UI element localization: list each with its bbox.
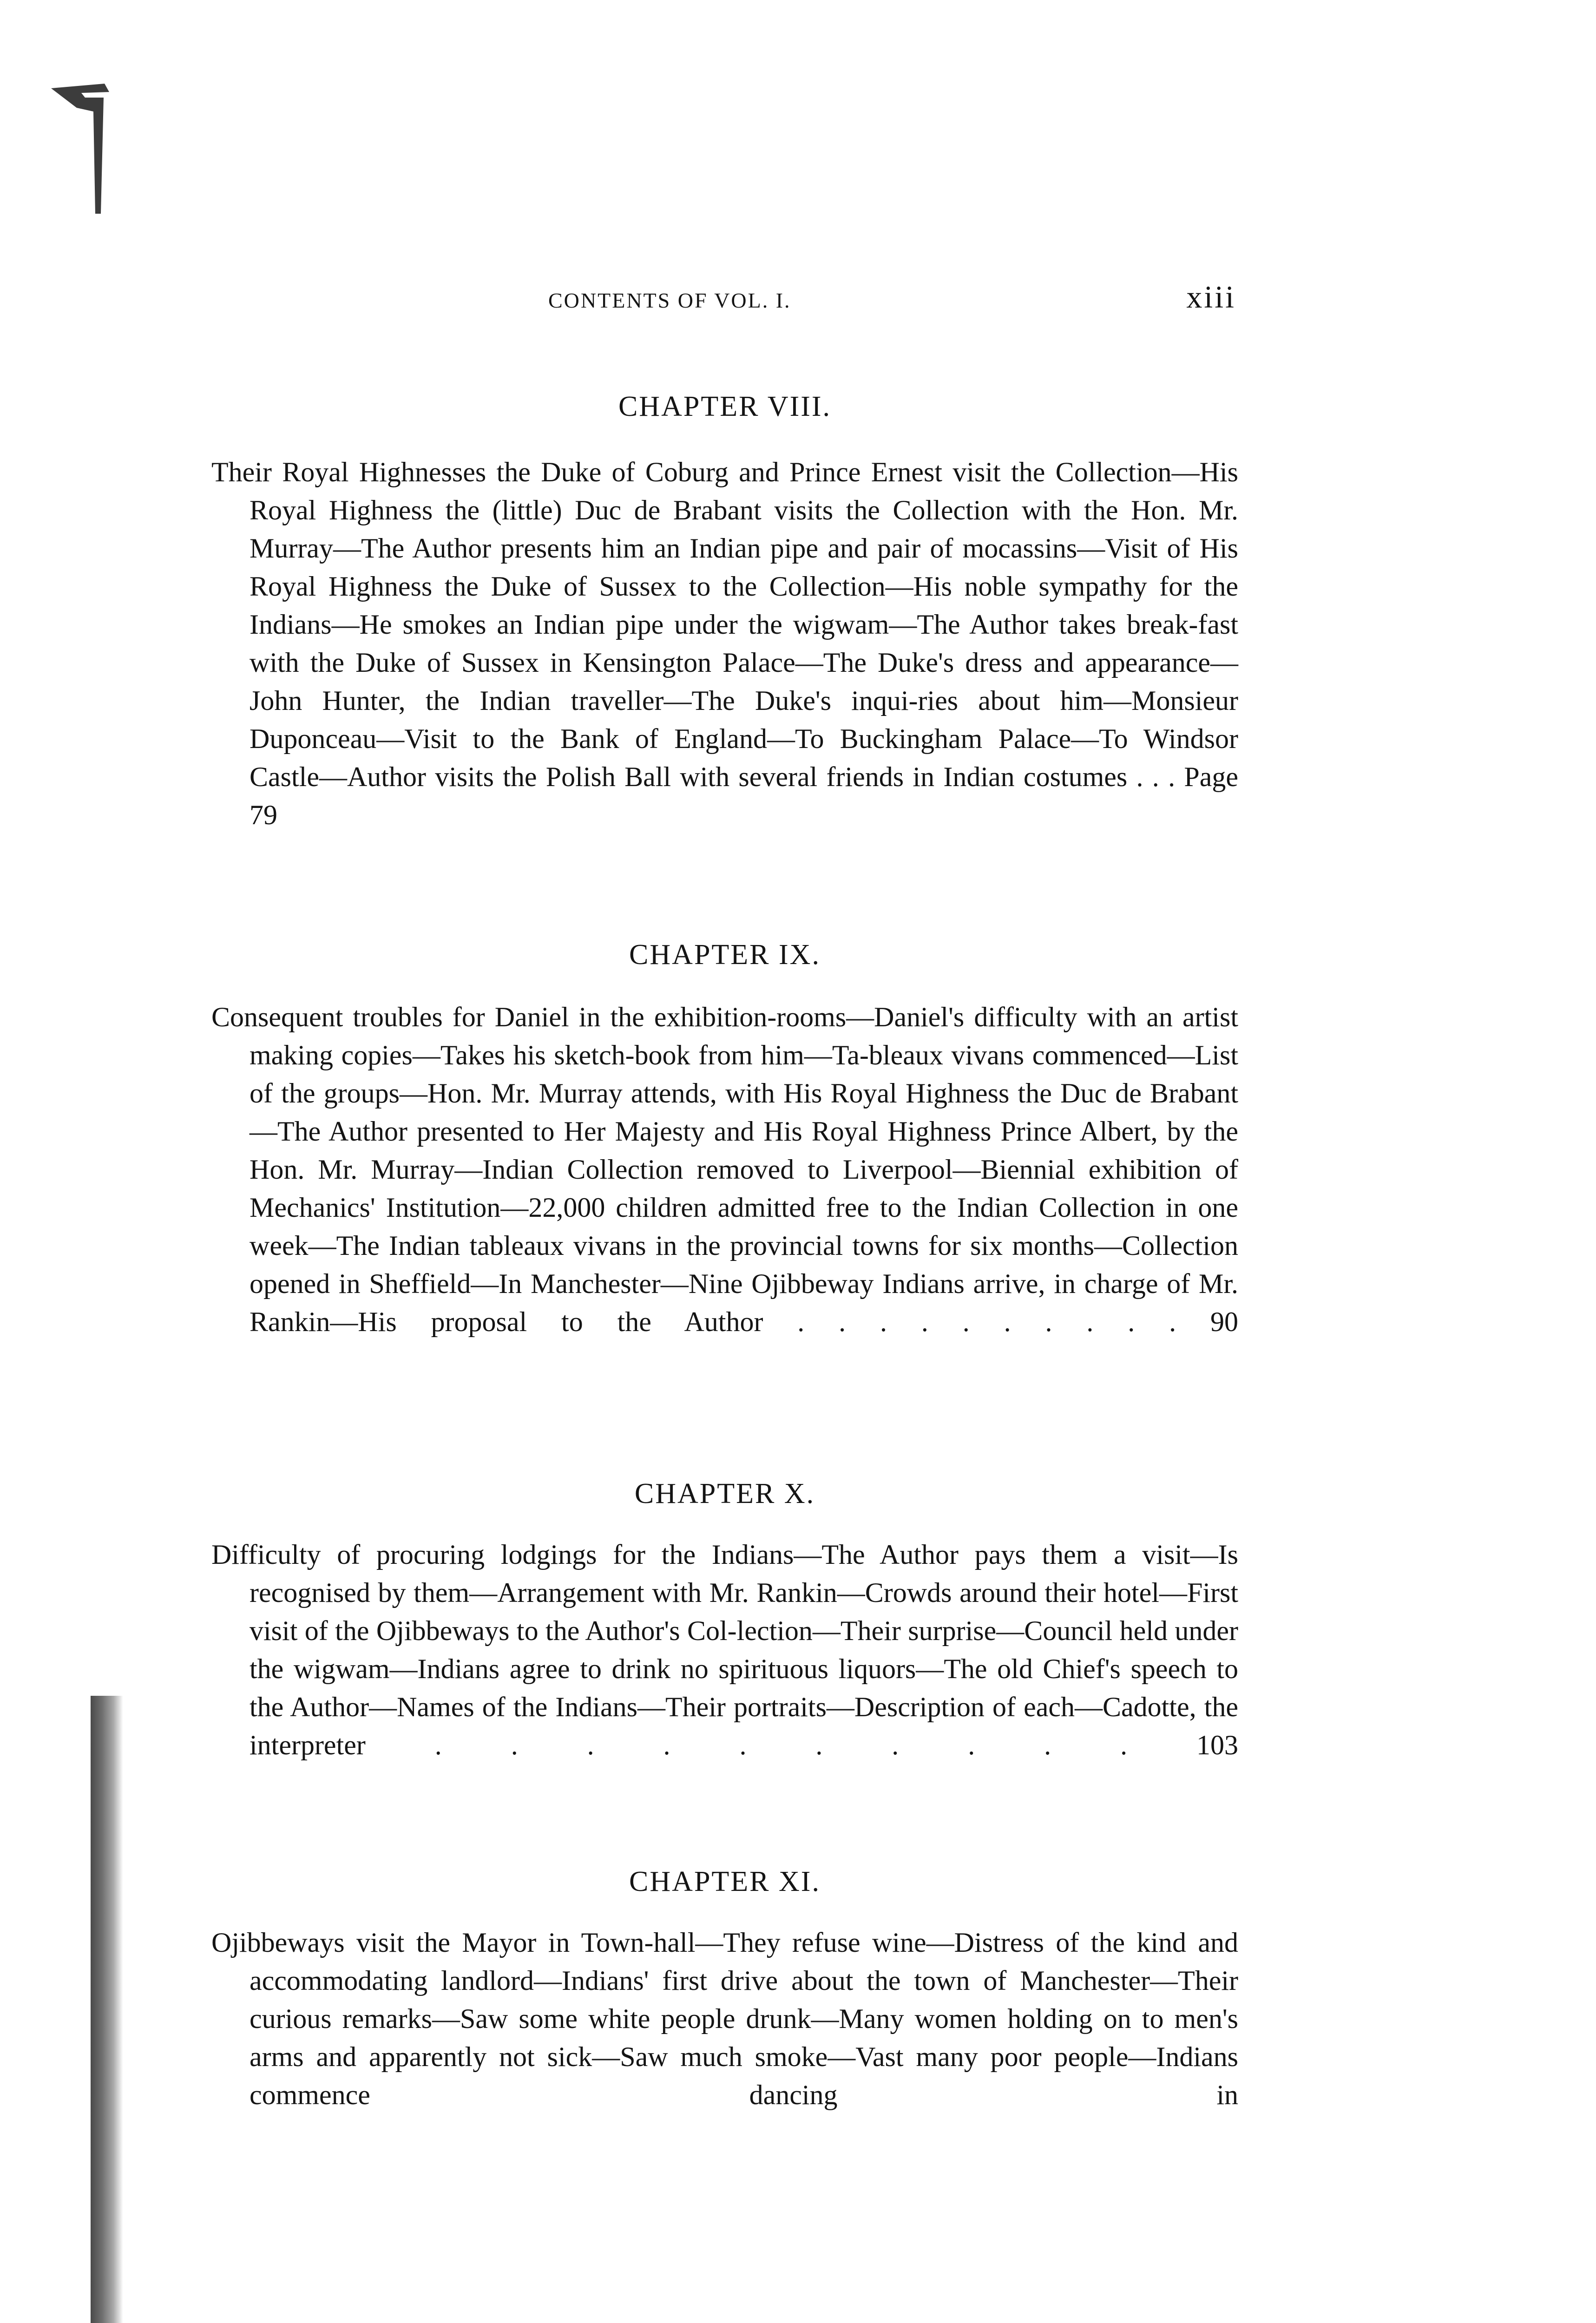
scan-corner-mark (49, 79, 118, 218)
chapter-summary: Consequent troubles for Daniel in the exhibition-rooms—Daniel's difficulty with an artist making copies—Takes his sketch-book from him—Ta-bleaux vivans commenced—List of the groups—Hon. Mr. Murray attends, with His Royal Highness the Duc de Brabant—The Author presented to Her Majesty and His Royal Highness Prince Albert, by the Hon. Mr. Murray—Indian Collection removed to Liverpool—Biennial exhibition of Mechanics' Institution—22,000 children admitted free to the Indian Collection in one week—The Indian tableaux vivans in the provincial towns for six months—Collection opened in Sheffield—In Manchester—Nine Ojibbeway Indians arrive, in charge of Mr. Rankin—His proposal to the Author . . . . . . . . . . 90 (211, 1002, 1238, 1337)
running-title: CONTENTS OF VOL. I. (548, 289, 791, 312)
scan-spine-shadow (91, 1696, 123, 2323)
chapter-summary: Difficulty of procuring lodgings for the Indians—The Author pays them a visit—Is recognised by them—Arrangement with Mr. Rankin—Crowds around their hotel—First visit of the Ojibbeways to the Author's Col-lection—Their surprise—Council held under the wigwam—Indians agree to drink no spirituous liquors—The old Chief's speech to the Author—Names of the Indians—Their portraits—Description of each—Cadotte, the interpreter . . . . . . . . . . 103 (211, 1539, 1238, 1760)
chapter-heading: CHAPTER IX. (629, 939, 821, 971)
chapter-heading: CHAPTER X. (634, 1478, 815, 1509)
page-number: xiii (1186, 279, 1236, 315)
page-header (548, 279, 1236, 321)
chapter-summary: Their Royal Highnesses the Duke of Coburg and Prince Ernest visit the Collection—His Royal Highness the (little) Duc de Brabant visits the Collection with the Hon. Mr. Murray—The Author presents him an Indian pipe and pair of mocassins—Visit of His Royal Highness the Duke of Sussex to the Collection—His noble sympathy for the Indians—He smokes an Indian pipe under the wigwam—The Author takes break-fast with the Duke of Sussex in Kensington Palace—The Duke's dress and appearance—John Hunter, the Indian traveller—The Duke's inqui-ries about him—Monsieur Duponceau—Visit to the Bank of England—To Buckingham Palace—To Windsor Castle—Author visits the Polish Ball with several friends in Indian costumes . . . Page 79 (211, 457, 1238, 830)
chapter-heading: CHAPTER VIII. (618, 391, 832, 422)
chapter-summary: Ojibbeways visit the Mayor in Town-hall—They refuse wine—Distress of the kind and accommodating landlord—Indians' first drive about the town of Manchester—Their curious remarks—Saw some white people drunk—Many women holding on to men's arms and apparently not sick—Saw much smoke—Vast many poor people—Indians commence dancing in (211, 1927, 1238, 2110)
chapter-heading: CHAPTER XI. (629, 1866, 821, 1897)
